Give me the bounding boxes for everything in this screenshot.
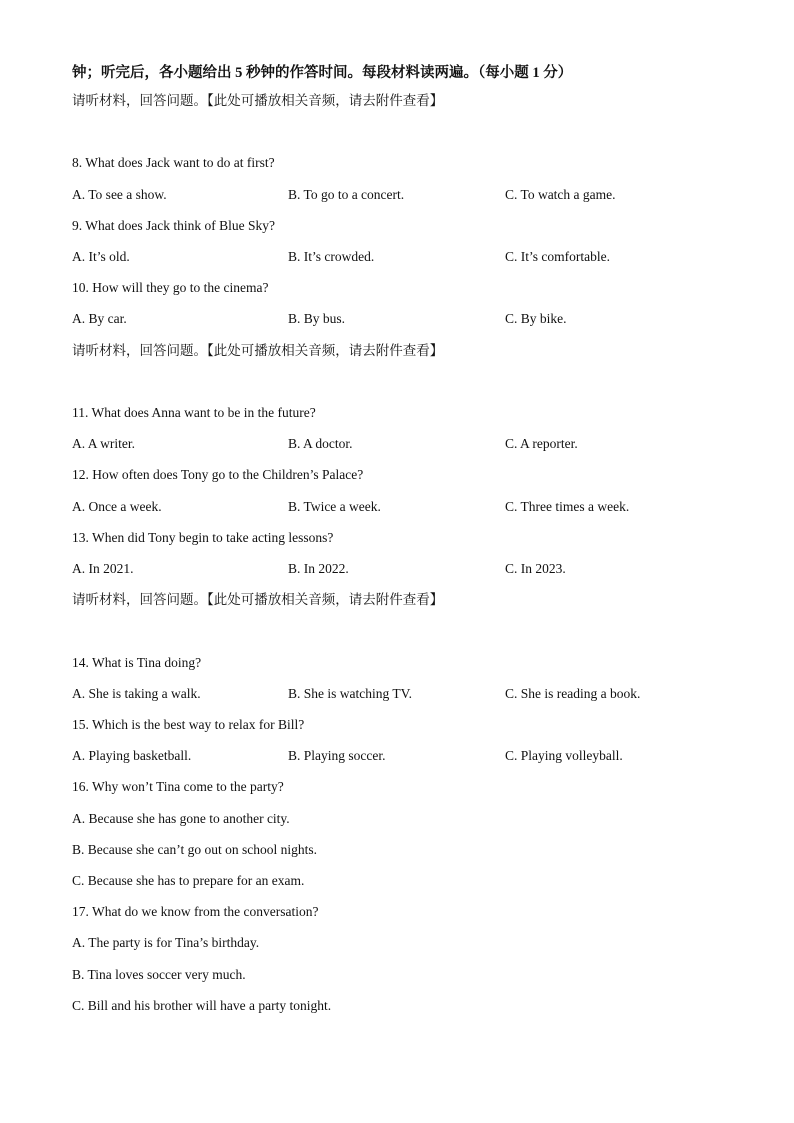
q11-option-a: A. A writer. [72, 436, 135, 451]
question-11: 11. What does Anna want to be in the future? [72, 405, 316, 420]
q16-option-b: B. Because she can’t go out on school nights. [72, 842, 317, 857]
q17-option-a: A. The party is for Tina’s birthday. [72, 935, 260, 950]
q13-option-b: B. In 2022. [288, 561, 349, 576]
q13-option-a: A. In 2021. [72, 561, 134, 576]
question-15: 15. Which is the best way to relax for Bill? [72, 717, 305, 732]
q16-option-a: A. Because she has gone to another city. [72, 811, 290, 826]
q15-option-b: B. Playing soccer. [288, 748, 386, 763]
q15-option-c: C. Playing volleyball. [505, 748, 623, 763]
question-9: 9. What does Jack think of Blue Sky? [72, 218, 275, 233]
q14-option-b: B. She is watching TV. [288, 686, 413, 701]
q9-option-c: C. It’s comfortable. [505, 249, 610, 264]
question-8: 8. What does Jack want to do at first? [72, 155, 275, 170]
q12-option-a: A. Once a week. [72, 499, 162, 514]
q10-option-a: A. By car. [72, 311, 127, 326]
q9-option-b: B. It’s crowded. [288, 249, 375, 264]
q17-option-b: B. Tina loves soccer very much. [72, 967, 246, 982]
q10-option-c: C. By bike. [505, 311, 567, 326]
q9-option-a: A. It’s old. [72, 249, 130, 264]
question-13: 13. When did Tony begin to take acting lessons? [72, 530, 334, 545]
q11-option-b: B. A doctor. [288, 436, 353, 451]
q8-option-c: C. To watch a game. [505, 187, 616, 202]
section-note: 请听材料，回答问题。【此处可播放相关音频，请去附件查看】 [72, 592, 444, 607]
instructions-line: 钟；听完后，各小题给出 5 秒钟的作答时间。每段材料读两遍。（每小题 1 分） [72, 65, 573, 81]
section-note: 请听材料，回答问题。【此处可播放相关音频，请去附件查看】 [72, 93, 444, 108]
section-note: 请听材料，回答问题。【此处可播放相关音频，请去附件查看】 [72, 343, 444, 358]
question-12: 12. How often does Tony go to the Children’s Palace? [72, 467, 364, 482]
q11-option-c: C. A reporter. [505, 436, 578, 451]
q15-option-a: A. Playing basketball. [72, 748, 192, 763]
question-16: 16. Why won’t Tina come to the party? [72, 779, 284, 794]
question-10: 10. How will they go to the cinema? [72, 280, 269, 295]
q16-option-c: C. Because she has to prepare for an exam. [72, 873, 305, 888]
q14-option-c: C. She is reading a book. [505, 686, 641, 701]
question-14: 14. What is Tina doing? [72, 655, 202, 670]
q17-option-c: C. Bill and his brother will have a party tonight. [72, 998, 332, 1013]
q12-option-b: B. Twice a week. [288, 499, 381, 514]
q10-option-b: B. By bus. [288, 311, 346, 326]
q14-option-a: A. She is taking a walk. [72, 686, 201, 701]
q12-option-c: C. Three times a week. [505, 499, 630, 514]
q13-option-c: C. In 2023. [505, 561, 566, 576]
question-17: 17. What do we know from the conversation? [72, 904, 319, 919]
q8-option-a: A. To see a show. [72, 187, 167, 202]
q8-option-b: B. To go to a concert. [288, 187, 405, 202]
